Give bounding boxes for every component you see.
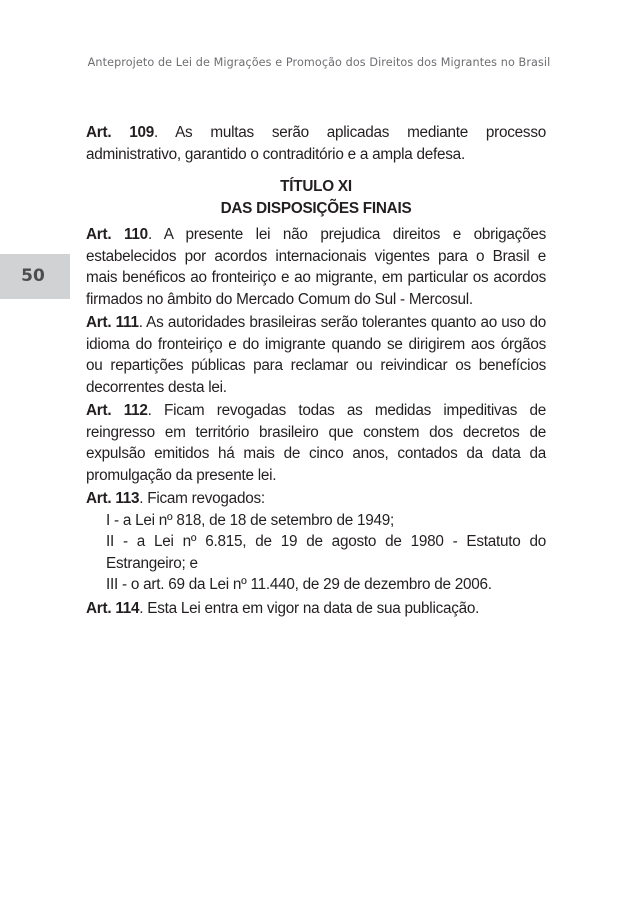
section-title: [86, 176, 546, 219]
article-label: Art. 109: [86, 124, 155, 141]
article-112: [86, 400, 546, 486]
revoked-item: I - a Lei nº 818, de 18 de setembro de 1949;: [106, 511, 394, 529]
revoked-item: III - o art. 69 da Lei nº 11.440, de 29 de dezembro de 2006.: [106, 576, 492, 593]
article-text: . As autoridades brasileiras serão tolerantes quanto ao uso do idioma do fronteiriço e do imigrante quando se dirigirem aos órgãos ou repartições públicas para reclamar ou reivindicar os benefícios decorrentes desta lei.: [86, 314, 546, 396]
revoked-item: II - a Lei nº 6.815, de 19 de agosto de 1980 - Estatuto do Estrangeiro; e: [106, 533, 546, 572]
article-label: Art. 112: [86, 402, 148, 419]
article-text: . Ficam revogados:: [139, 490, 265, 507]
article-label: Art. 111: [86, 314, 139, 331]
running-header: Anteprojeto de Lei de Migrações e Promoção dos Direitos dos Migrantes no Brasil: [87, 56, 551, 69]
article-label: Art. 110: [86, 226, 148, 243]
article-text: . Esta Lei entra em vigor na data de sua publicação.: [139, 599, 480, 617]
article-label: Art. 114: [86, 599, 140, 617]
article-110: [86, 224, 546, 310]
article-114: [86, 598, 546, 620]
title-name: DAS DISPOSIÇÕES FINAIS: [220, 199, 412, 217]
article-label: Art. 113: [86, 490, 140, 507]
page-number: 50: [21, 266, 45, 286]
page-number-tab: [0, 254, 70, 299]
page-body: [86, 122, 546, 621]
article-text: . Ficam revogadas todas as medidas impeditivas de reingresso em território brasileiro que constem dos decretos de expulsão emitidos há mais de cinco anos, contados da data da promulgação da presente lei.: [86, 402, 546, 484]
article-111: [86, 312, 546, 398]
article-text: . A presente lei não prejudica direitos e obrigações estabelecidos por acordos internacionais vigentes para o Brasil e mais benéficos ao fronteiriço e ao migrante, em particular os acordos firmados no âmbito do Mercado Comum do Sul - Mercosul.: [86, 226, 546, 308]
article-113: [86, 488, 546, 596]
title-number: TÍTULO XI: [280, 178, 352, 195]
article-109: [86, 122, 546, 165]
article-text: . As multas serão aplicadas mediante processo administrativo, garantido o contraditório e a ampla defesa.: [86, 124, 546, 163]
